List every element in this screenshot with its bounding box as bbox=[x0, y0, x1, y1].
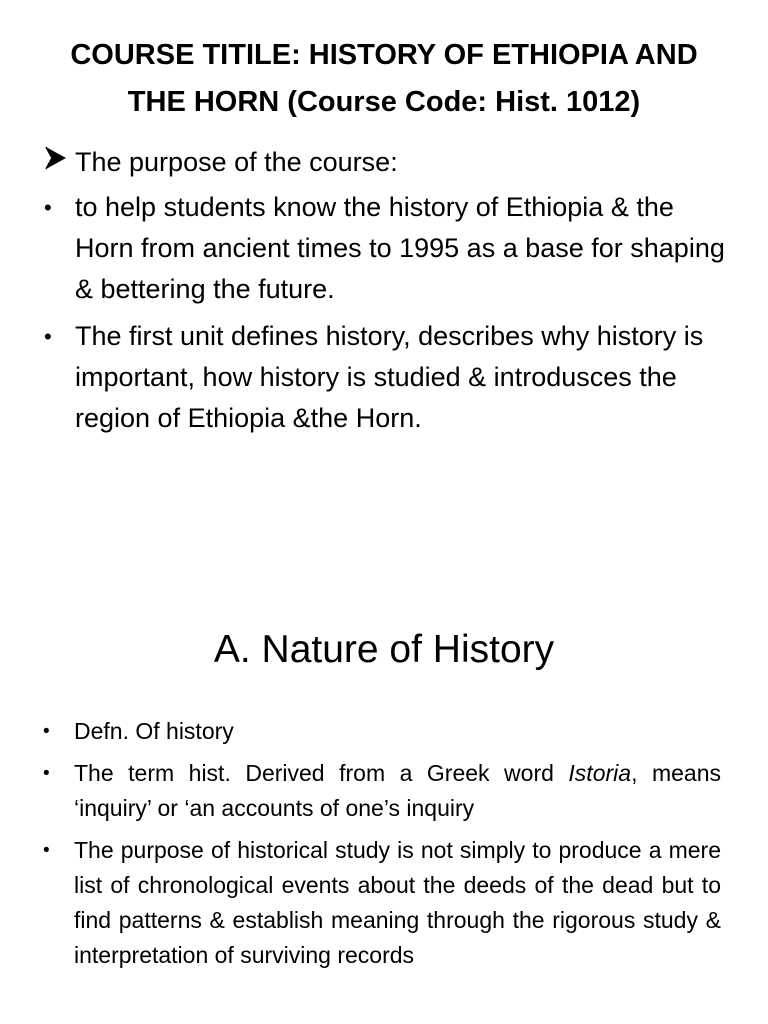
list-item bbox=[40, 187, 730, 310]
bullet-dot-icon: • bbox=[44, 324, 52, 349]
bullet-text-part: The term hist. Derived from a Greek word bbox=[74, 760, 569, 786]
bullet-text-part: , means ‘inquiry’ or ‘an accounts of one’s inquiry bbox=[74, 760, 721, 821]
list-item bbox=[40, 316, 730, 439]
purpose-heading-item bbox=[40, 142, 730, 183]
italic-term: Istoria bbox=[568, 760, 632, 786]
purpose-heading-text: The purpose of the course: bbox=[75, 147, 398, 177]
list-item bbox=[40, 756, 721, 826]
bullet-dot-icon: • bbox=[43, 840, 50, 861]
bullet-text: The first unit defines history, describes why history is important, how history is studied & introdusces the region of Ethiopia &the Horn. bbox=[75, 321, 704, 433]
list-item bbox=[40, 714, 721, 749]
nature-of-history-list bbox=[40, 714, 721, 980]
bullet-dot-icon: • bbox=[44, 195, 52, 220]
course-title-line-1: COURSE TITILE: HISTORY OF ETHIOPIA AND bbox=[70, 39, 698, 71]
bullet-text: to help students know the history of Ethiopia & the Horn from ancient times to 1995 as a base for shaping & bettering the future. bbox=[75, 192, 725, 304]
bullet-text: The purpose of historical study is not simply to produce a mere list of chronological events about the deeds of the dead but to find patterns & establish meaning through the rigorous study & interpretation of surviving records bbox=[74, 837, 721, 968]
list-item bbox=[40, 833, 721, 973]
course-title-line-2: THE HORN (Course Code: Hist. 1012) bbox=[127, 86, 641, 118]
slide-nature-of-history bbox=[0, 512, 768, 1024]
arrow-bullet-svg bbox=[44, 143, 68, 173]
bullet-dot-icon: • bbox=[43, 763, 50, 784]
bullet-dot-icon: • bbox=[43, 721, 50, 742]
section-title: A. Nature of History bbox=[213, 628, 555, 671]
bullet-text: Defn. Of history bbox=[74, 718, 234, 744]
arrow-bullet-icon bbox=[44, 143, 79, 185]
course-title bbox=[30, 32, 738, 126]
course-purpose-list bbox=[40, 142, 730, 445]
